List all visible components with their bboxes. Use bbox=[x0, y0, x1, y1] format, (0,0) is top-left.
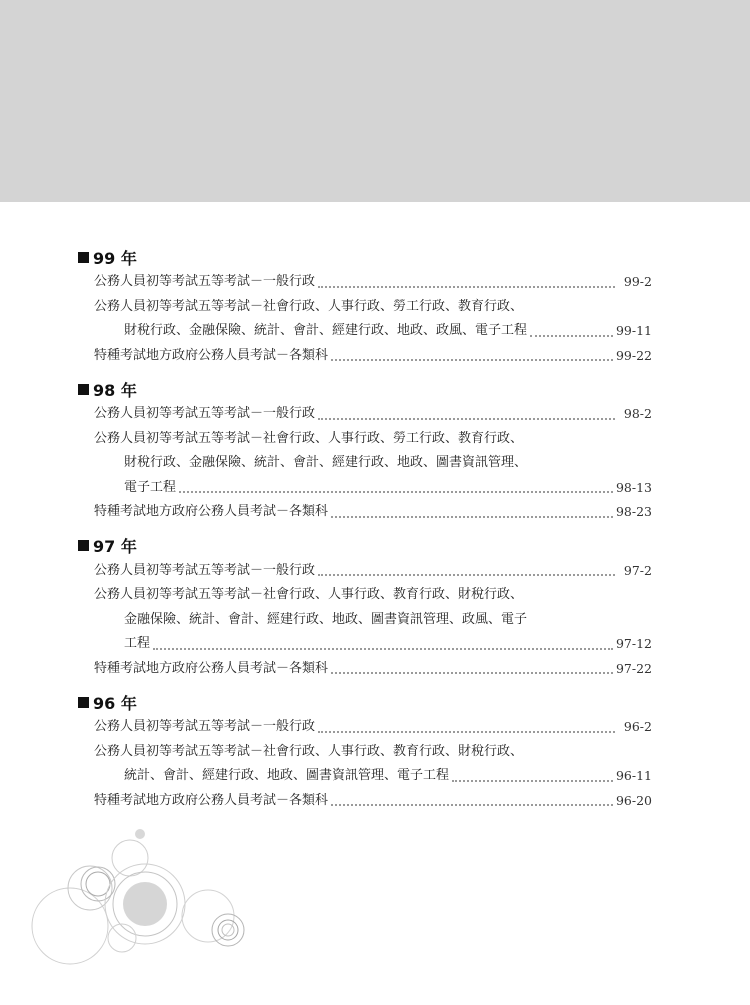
toc-entry[interactable] bbox=[94, 740, 652, 789]
table-of-contents bbox=[78, 244, 652, 821]
toc-entry-title: 公務人員初等考試五等考試－一般行政 bbox=[94, 406, 316, 421]
dot-leader bbox=[318, 574, 615, 576]
toc-entry-line bbox=[94, 789, 652, 814]
section-heading bbox=[78, 376, 652, 402]
page-number: 97-2 bbox=[623, 562, 652, 578]
dot-leader bbox=[153, 648, 613, 650]
toc-entry-line bbox=[94, 270, 652, 295]
square-bullet-icon bbox=[78, 252, 89, 263]
section-heading bbox=[78, 533, 652, 559]
page-number: 98-23 bbox=[615, 504, 652, 519]
toc-entry-title: 統計、會計、經建行政、地政、圖書資訊管理、電子工程 bbox=[124, 768, 450, 783]
square-bullet-icon bbox=[78, 384, 89, 395]
toc-entry-title: 特種考試地方政府公務人員考試－各類科 bbox=[94, 347, 329, 363]
toc-entry-title: 財稅行政、金融保險、統計、會計、經建行政、地政、政風、電子工程 bbox=[124, 323, 528, 338]
toc-entry-line bbox=[94, 500, 652, 525]
dot-leader bbox=[331, 359, 613, 361]
toc-entry-line bbox=[94, 559, 652, 584]
toc-entry-line bbox=[94, 740, 652, 765]
toc-entry[interactable] bbox=[94, 559, 652, 584]
toc-entry-line bbox=[94, 402, 652, 427]
page-number: 96-20 bbox=[615, 792, 652, 808]
page-number: 97-12 bbox=[615, 636, 652, 651]
toc-entry-line bbox=[94, 295, 652, 320]
section-heading bbox=[78, 244, 652, 270]
toc-entry-line bbox=[94, 657, 652, 682]
toc-entry[interactable] bbox=[94, 344, 652, 369]
deco-circle bbox=[135, 829, 145, 839]
deco-circle bbox=[218, 920, 238, 940]
toc-entry-line bbox=[94, 608, 652, 633]
toc-entry[interactable] bbox=[94, 270, 652, 295]
toc-entry-line bbox=[94, 715, 652, 740]
toc-entry[interactable] bbox=[94, 500, 652, 525]
toc-entry[interactable] bbox=[94, 789, 652, 814]
square-bullet-icon bbox=[78, 540, 89, 551]
deco-circle bbox=[108, 924, 136, 952]
toc-entry-title: 特種考試地方政府公務人員考試－各類科 bbox=[94, 792, 329, 808]
deco-circle bbox=[182, 890, 234, 942]
toc-entry[interactable] bbox=[94, 657, 652, 682]
deco-circle bbox=[212, 914, 244, 946]
toc-section bbox=[78, 376, 652, 525]
dot-leader bbox=[331, 672, 613, 674]
toc-entry-title: 電子工程 bbox=[124, 479, 177, 495]
toc-entry-line bbox=[94, 344, 652, 369]
square-bullet-icon bbox=[78, 697, 89, 708]
toc-entry-line bbox=[94, 476, 652, 501]
toc-entry-line bbox=[94, 632, 652, 657]
page-number: 96-11 bbox=[615, 768, 652, 783]
dot-leader bbox=[318, 418, 615, 420]
toc-entry-line bbox=[94, 764, 652, 789]
deco-circle bbox=[123, 882, 167, 926]
header-band bbox=[0, 0, 750, 202]
section-year: 98 年 bbox=[93, 380, 137, 400]
toc-entry-title: 金融保險、統計、會計、經建行政、地政、圖書資訊管理、政風、電子 bbox=[124, 611, 528, 627]
toc-entry[interactable] bbox=[94, 427, 652, 501]
toc-section bbox=[78, 533, 652, 682]
deco-circle bbox=[112, 840, 148, 876]
section-year: 99 年 bbox=[93, 248, 137, 268]
toc-entry-title: 公務人員初等考試五等考試－社會行政、人事行政、教育行政、財稅行政、 bbox=[94, 743, 524, 759]
section-year: 97 年 bbox=[93, 537, 137, 556]
toc-entry-line bbox=[94, 427, 652, 452]
toc-entry-title: 公務人員初等考試五等考試－社會行政、人事行政、勞工行政、教育行政、 bbox=[94, 298, 524, 314]
toc-entry-title: 公務人員初等考試五等考試－一般行政 bbox=[94, 562, 316, 578]
toc-entry-line bbox=[94, 319, 652, 344]
dot-leader bbox=[331, 516, 613, 518]
page-number: 99-2 bbox=[623, 274, 652, 289]
toc-entry-title: 特種考試地方政府公務人員考試－各類科 bbox=[94, 660, 329, 676]
toc-entry-title: 公務人員初等考試五等考試－一般行政 bbox=[94, 719, 316, 734]
page-number: 97-22 bbox=[615, 660, 652, 676]
page-number: 99-22 bbox=[615, 347, 652, 363]
toc-entry-title: 公務人員初等考試五等考試－社會行政、人事行政、勞工行政、教育行政、 bbox=[94, 430, 524, 446]
page-number: 98-2 bbox=[623, 406, 652, 421]
toc-entry-title: 工程 bbox=[124, 636, 151, 651]
deco-circle bbox=[222, 924, 234, 936]
toc-entry-title: 財稅行政、金融保險、統計、會計、經建行政、地政、圖書資訊管理、 bbox=[124, 455, 528, 470]
dot-leader bbox=[331, 804, 613, 806]
toc-section bbox=[78, 244, 652, 368]
toc-entry-line bbox=[94, 451, 652, 476]
toc-entry[interactable] bbox=[94, 402, 652, 427]
toc-section bbox=[78, 689, 652, 813]
deco-circle bbox=[32, 888, 108, 964]
toc-entry[interactable] bbox=[94, 583, 652, 657]
dot-leader bbox=[452, 780, 613, 782]
section-heading bbox=[78, 689, 652, 715]
section-year: 96 年 bbox=[93, 693, 137, 713]
toc-entry-title: 特種考試地方政府公務人員考試－各類科 bbox=[94, 504, 329, 519]
decorative-circles-graphic bbox=[30, 826, 250, 976]
toc-entry[interactable] bbox=[94, 295, 652, 344]
page-number: 99-11 bbox=[615, 323, 652, 338]
toc-entry-title: 公務人員初等考試五等考試－一般行政 bbox=[94, 274, 316, 289]
toc-entry-line bbox=[94, 583, 652, 608]
dot-leader bbox=[318, 286, 615, 288]
dot-leader bbox=[530, 335, 613, 337]
page-number: 98-13 bbox=[615, 479, 652, 495]
toc-entry-title: 公務人員初等考試五等考試－社會行政、人事行政、教育行政、財稅行政、 bbox=[94, 587, 524, 602]
page-number: 96-2 bbox=[623, 719, 652, 734]
toc-entry[interactable] bbox=[94, 715, 652, 740]
dot-leader bbox=[318, 731, 615, 733]
dot-leader bbox=[179, 491, 613, 493]
